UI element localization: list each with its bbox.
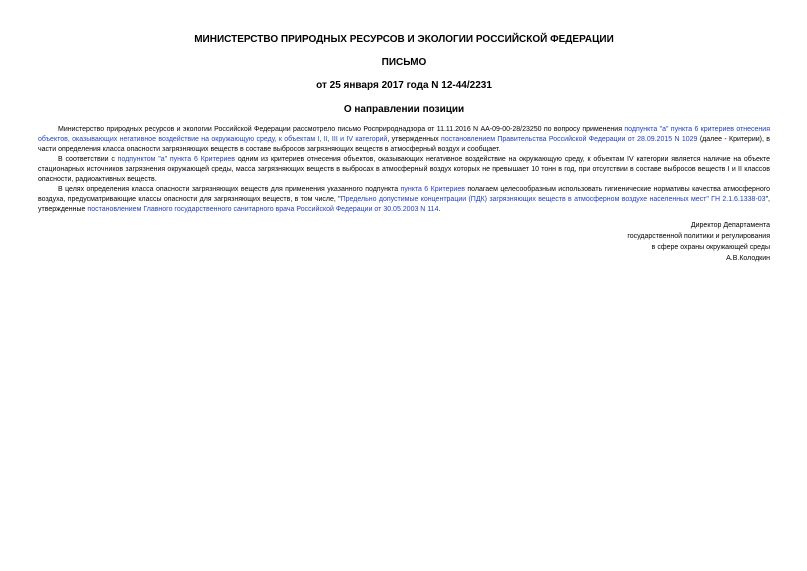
- ministry-heading: МИНИСТЕРСТВО ПРИРОДНЫХ РЕСУРСОВ И ЭКОЛОГИИ РОССИЙСКОЙ ФЕДЕРАЦИИ: [194, 34, 614, 45]
- paragraph-text: ", утвержденные: [38, 196, 770, 213]
- paragraph-2: [38, 155, 770, 185]
- paragraph-1: [38, 125, 770, 155]
- signature-title-line-2: государственной политики и регулирования: [627, 233, 770, 240]
- signature-title-line-1: Директор Департамента: [690, 222, 770, 229]
- paragraph-text: одним из критериев отнесения объектов, оказывающих негативное воздействие на окружающую среду, к объектам IV категории является наличие на объекте стационарных источников загрязнения окружающей среды, масса загрязняющих веществ в выбросах в атмосферный воздух которых не превышает 10 тонн в год, при отсутствии в составе выбросов веществ I и II классов опасности, радиоактивных веществ.: [38, 156, 771, 183]
- link-pdk-standards[interactable]: Предельно допустимые концентрации (ПДК) загрязняющих веществ в атмосферном воздухе населенных мест" ГН 2.1.6.1338-03: [340, 196, 766, 203]
- signatory-name: А.В.Колодкин: [726, 255, 770, 262]
- paragraph-text: (далее - Критерии), в части определения класса опасности загрязняющих веществ в составе выбросов загрязняющих веществ в атмосферный воздух и сообщает.: [38, 136, 770, 153]
- subject-heading: О направлении позиции: [343, 104, 465, 115]
- signature-block: [38, 220, 770, 264]
- document-type-heading: ПИСЬМО: [381, 57, 427, 68]
- link-sanitary-resolution[interactable]: постановлением Главного государственного санитарного врача Российской Федерации от 30.05.2003 N 114: [87, 206, 439, 213]
- paragraph-text: В целях определения класса опасности загрязняющих веществ для применения указанного подпункта: [58, 186, 401, 193]
- paragraph-text: В соответствии с: [58, 156, 118, 163]
- paragraph-text: .: [438, 206, 441, 213]
- link-criteria-point-6[interactable]: пункта 6 Критериев: [400, 186, 465, 193]
- signature-title-line-3: в сфере охраны окружающей среды: [651, 244, 770, 251]
- link-criteria-subpoint[interactable]: подпункта "а" пункта 6 критериев отнесения объектов, оказывающих негативное воздействие на окружающую среду, к объектам I, II, III и IV категорий: [38, 126, 770, 143]
- paragraph-3: [38, 185, 770, 215]
- link-criteria-subpoint-a[interactable]: подпунктом "а" пункта 6 Критериев: [117, 156, 236, 163]
- date-number-heading: от 25 января 2017 года N 12-44/2231: [316, 80, 492, 91]
- link-government-resolution[interactable]: постановлением Правительства Российской Федерации от 28.09.2015 N 1029: [441, 136, 698, 143]
- paragraph-text: , утвержденных: [387, 136, 442, 143]
- paragraph-text: полагаем целесообразным использовать гигиенические нормативы качества атмосферного воздуха, предусматривающие классы опасности для загрязняющих веществ, в том числе, ": [38, 186, 771, 203]
- letter-body: [38, 125, 770, 215]
- document-page: [38, 34, 770, 264]
- paragraph-text: Министерство природных ресурсов и экологии Российской Федерации рассмотрело письмо Росприроднадзора от 11.11.2016 N АА-09-00-28/23250 по вопросу применения: [58, 126, 625, 133]
